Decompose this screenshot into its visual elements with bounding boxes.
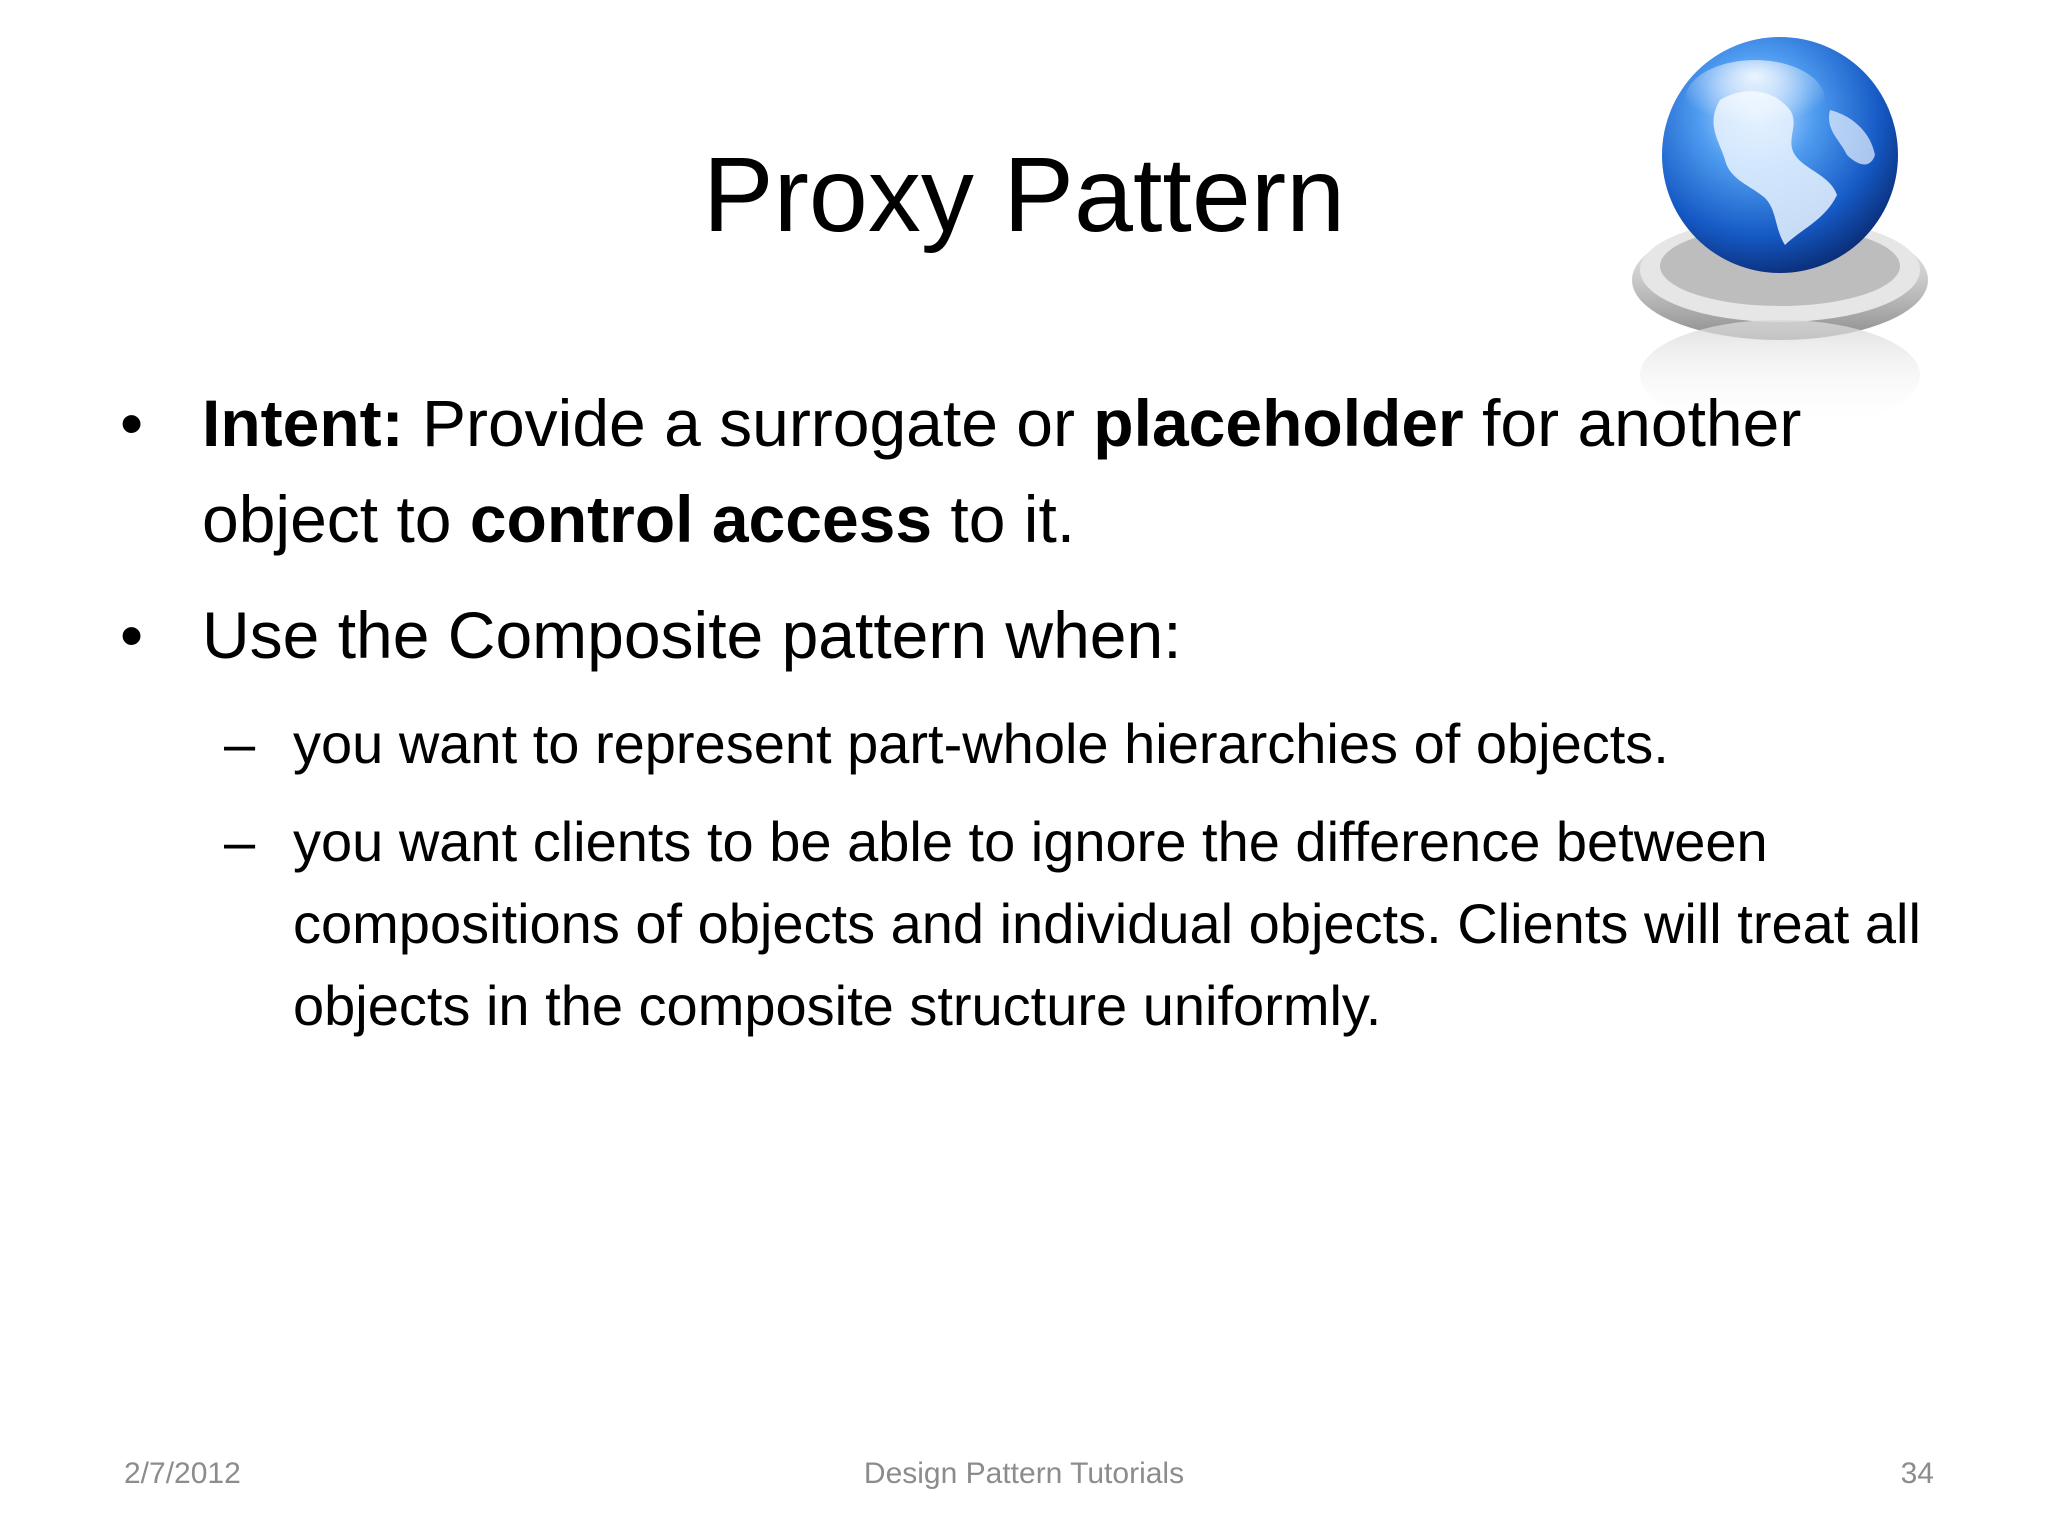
intent-text-1: Provide a surrogate or bbox=[403, 386, 1094, 460]
intent-text-3: to it. bbox=[932, 482, 1076, 556]
bullet-use-when bbox=[120, 587, 1920, 683]
slide-number: 34 bbox=[1900, 1457, 1934, 1490]
slide-title: Proxy Pattern bbox=[702, 136, 1346, 254]
bullet-dot: • bbox=[120, 386, 144, 460]
sub-bullet-ignore-difference bbox=[120, 801, 1993, 1047]
slide-body bbox=[120, 375, 1920, 1063]
sub-bullet-dash: – bbox=[224, 810, 256, 873]
bullet-intent bbox=[120, 375, 1920, 567]
intent-bold-control-access: control access bbox=[469, 482, 933, 556]
intent-label: Intent: bbox=[202, 386, 404, 460]
intent-bold-placeholder: placeholder bbox=[1093, 386, 1464, 460]
use-when-text: Use the Composite pattern when: bbox=[202, 598, 1182, 672]
footer-date: 2/7/2012 bbox=[124, 1457, 241, 1490]
intent-text-2: for another object to bbox=[202, 386, 1802, 556]
bullet-dot: • bbox=[120, 598, 144, 672]
sub-bullet-text: you want to represent part-whole hierarchies of objects. bbox=[293, 712, 1669, 775]
footer-title: Design Pattern Tutorials bbox=[863, 1457, 1185, 1490]
sub-bullet-dash: – bbox=[224, 712, 256, 775]
sub-bullet-part-whole bbox=[120, 703, 1993, 785]
sub-bullet-text: you want clients to be able to ignore the difference between compositions of objects and individual objects. Clients will treat all objects in the composite structure uniformly. bbox=[293, 810, 1921, 1037]
